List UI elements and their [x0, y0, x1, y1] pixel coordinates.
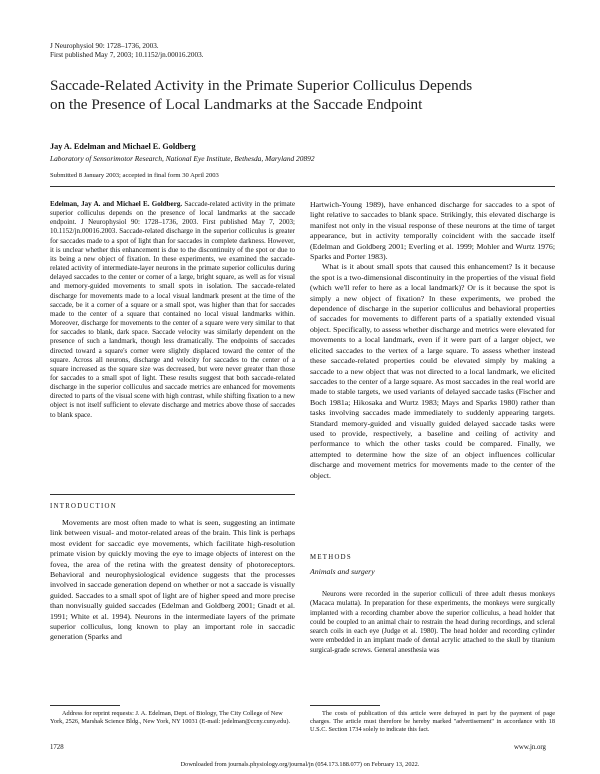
footnote-divider-left	[50, 705, 120, 706]
paper-title	[50, 76, 570, 114]
right-paragraph-1: Hartwich-Young 1989), have enhanced discharge for saccades to a spot of light relative to saccades to blank space. Strikingly, this elevated discharge is manifest not only in the visual response of these neurons at the time of target appearance, but in activity temporally coincident with the saccade itself (Edelman and Goldberg 2001; Everling et al. 1999; Mohler and Wurtz 1976; Sparks and Porter 1983).	[310, 200, 555, 262]
methods-paragraph: Neurons were recorded in the superior colliculi of three adult rhesus monkeys (Macaca mulatta). In preparation for these experiments, the monkeys were surgically implanted with a recording chamber above the superior colliculus, a head holder that could be coupled to an animal chair to restrain the head during recordings, and scleral search coils in each eye (Judge et al. 1980). The head holder and recording cylinder were embedded in an implant made of dental acrylic attached to the skull by titanium surgical-grade screws. General anesthesia was	[310, 590, 555, 654]
header-divider	[50, 186, 555, 187]
introduction-body	[50, 518, 295, 643]
submission-dates: Submitted 8 January 2003; accepted in final form 30 April 2003	[50, 172, 219, 179]
journal-citation-line1: J Neurophysiol 90: 1728–1736, 2003.	[50, 42, 159, 50]
introduction-heading: INTRODUCTION	[50, 503, 117, 510]
footnote-divider-right	[310, 705, 380, 706]
footnote-costs	[310, 710, 555, 734]
paper-title-line1: Saccade-Related Activity in the Primate Superior Colliculus Depends	[50, 77, 473, 94]
journal-citation-line2: First published May 7, 2003; 10.1152/jn.00016.2003.	[50, 51, 204, 59]
abstract-text: Saccade-related activity in the primate superior colliculus depends on the presence of local landmarks at the saccade endpoint. J Neurophysiol 90: 1728–1736, 2003. First published May 7, 2003; 10.1152/jn.00016.2003. Saccade-related discharge in the superior colliculus is greater for saccades made to a spot of light than for saccades in complete darkness. However, it is unclear whether this enhancement is due to the discontinuity of the spot or due to its being a new object of fixation. In these experiments, we examined the saccade-related activity of intermediate-layer neurons in the primate superior colliculus during delayed saccades to the center or corner of a large, bright square, as well as for visual and memory-guided movements to small spots in isolation. The saccade-related discharge for movements made to a local visual landmark present at the time of the saccade, be it a corner of a square or a small spot, was higher than that for saccades made to the center of a square that contained no local visual landmarks within. Moreover, discharge for movements to the center of a square were very similar to that for saccades to blank, dark space. Saccade velocity was similarly dependent on the presence of such a landmark, though less dramatically. The endpoints of saccades directed toward a square's corner were slightly displaced toward the center of the square. Across all neurons, discharge and velocity for saccades to the center of a square increased as the square size was decreased, but were never greater than those for saccades to a small spot of light. These results suggest that both saccade-related discharge in the superior colliculus and saccade metrics are enhanced for movements directed to parts of the visual scene with high contrast, while shifting fixation to a new object is not itself sufficient to elevate discharge and metrics above those of saccades to blank space.	[50, 200, 296, 419]
methods-heading: METHODS	[310, 554, 352, 561]
page-number: 1728	[50, 744, 64, 751]
footnote-costs-text: The costs of publication of this article were defrayed in part by the payment of page charges. The article must therefore be hereby marked ''advertisement'' in accordance with 18 U.S.C. Section 1734 solely to indicate this fact.	[310, 710, 555, 734]
methods-body	[310, 590, 555, 655]
affiliation: Laboratory of Sensorimotor Research, National Eye Institute, Bethesda, Maryland 20892	[50, 154, 315, 163]
abstract-divider	[50, 494, 295, 495]
abstract-lead: Edelman, Jay A. and Michael E. Goldberg.	[50, 200, 183, 208]
journal-citation	[50, 42, 350, 60]
right-column-body	[310, 200, 555, 481]
journal-site-link[interactable]: www.jn.org	[514, 744, 546, 751]
download-note: Downloaded from journals.physiology.org/journal/jn (054.173.188.077) on February 13, 2022.	[180, 761, 420, 768]
footnote-address-text: Address for reprint requests: J. A. Edelman, Dept. of Biology, The City College of New York, 2526, Marshak Science Bldg., New York, NY 10031 (E-mail: jedelman@ccny.cuny.edu).	[50, 710, 291, 726]
paper-title-line2: on the Presence of Local Landmarks at the Saccade Endpoint	[50, 96, 423, 113]
footnote-address	[50, 710, 295, 726]
abstract	[50, 200, 295, 420]
methods-subheading: Animals and surgery	[310, 567, 375, 576]
authors: Jay A. Edelman and Michael E. Goldberg	[50, 142, 196, 151]
introduction-paragraph: Movements are most often made to what is seen, suggesting an intimate link between visual- and motor-related areas of the brain. This link is perhaps most evident for saccadic eye movements, which facilitate high-resolution primate vision by quickly moving the eye to image objects of interest on the fovea, the area of the retina with the greatest density of photoreceptors. Behavioral and neurophysiological evidence suggests that the processes involved in saccade generation depend on whether or not a saccade is visually guided. Saccades to a small spot of light are of higher speed and more precise than nonvisually guided saccades (Edelman and Goldberg 2001; Gnadt et al. 1991; White et al. 1994). Neurons in the intermediate layers of the primate superior colliculus, long known to play an important role in saccadic generation (Sparks and	[50, 518, 295, 642]
right-paragraph-2: What is it about small spots that caused this enhancement? Is it because the spot is a two-dimensional discontinuity in the properties of the visual field (which we'll refer to here as a local landmark)? Or is it because the spot is simply a new object of fixation? In these experiments, we probed the dependence of discharge in the superior colliculus and behavioral properties of saccades for movements to different parts of a spatially extended visual object. Specifically, to assess whether discharge and metrics were elevated for movements to a local landmark, even if it were part of a larger object, we elicited saccades to the vertex of a large square. To assess whether instead these saccade-related properties could be elevated simply by making a saccade to a new object that was not directed to a local landmark, we elicited saccades to the center of a large square. As most saccades in the real world are made to stable targets, we used variants of delayed saccade tasks (Fischer and Boch 1981a; Hikosaka and Wurtz 1983; Mays and Sparks 1980) rather than tasks involving saccades made immediately to suddenly appearing targets. Standard memory-guided and visually guided delayed saccade tasks were used to provide, respectively, a baseline and ceiling of activity and performance to which the other tasks could be compared. Finally, we attempted to determine how the size of an object influences collicular discharge and movement metrics for movements made to the center of the object.	[310, 262, 555, 480]
